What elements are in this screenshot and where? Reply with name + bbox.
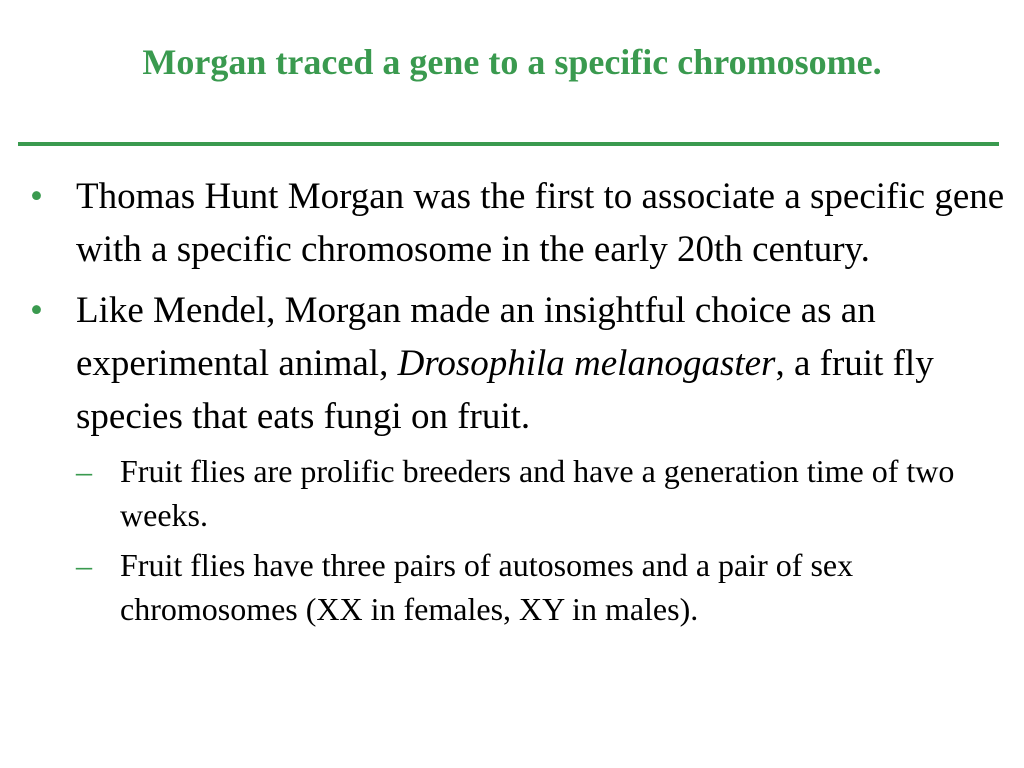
bullet-list: [30, 170, 1005, 639]
sub-bullet-item: [76, 543, 1005, 631]
sub-bullet-item: [76, 449, 1005, 537]
bullet-marker: •: [30, 290, 43, 331]
sub-bullet-marker: –: [76, 453, 92, 489]
bullet-item: [30, 284, 1005, 631]
slide-title: Morgan traced a gene to a specific chromosome.: [142, 42, 882, 82]
sub-bullet-marker: –: [76, 547, 92, 583]
title-divider: [18, 142, 999, 146]
species-name: Drosophila melanogaster: [397, 343, 776, 384]
bullet-text: Thomas Hunt Morgan was the first to associate a specific gene with a specific chromosome in the early 20th century.: [76, 176, 1005, 270]
sub-bullet-text: Fruit flies are prolific breeders and have a generation time of two weeks.: [120, 453, 955, 533]
sub-bullet-text: Fruit flies have three pairs of autosomes and a pair of sex chromosomes (XX in females, XY in males).: [120, 547, 854, 627]
bullet-marker: •: [30, 176, 43, 217]
bullet-item: [30, 170, 1005, 276]
bullet-text-continued: , a fruit fly species that eats fungi on fruit.: [76, 343, 934, 437]
sub-bullet-list: [76, 449, 1005, 631]
bullet-text: Like Mendel, Morgan made an insightful choice as an experimental animal,: [76, 290, 876, 384]
